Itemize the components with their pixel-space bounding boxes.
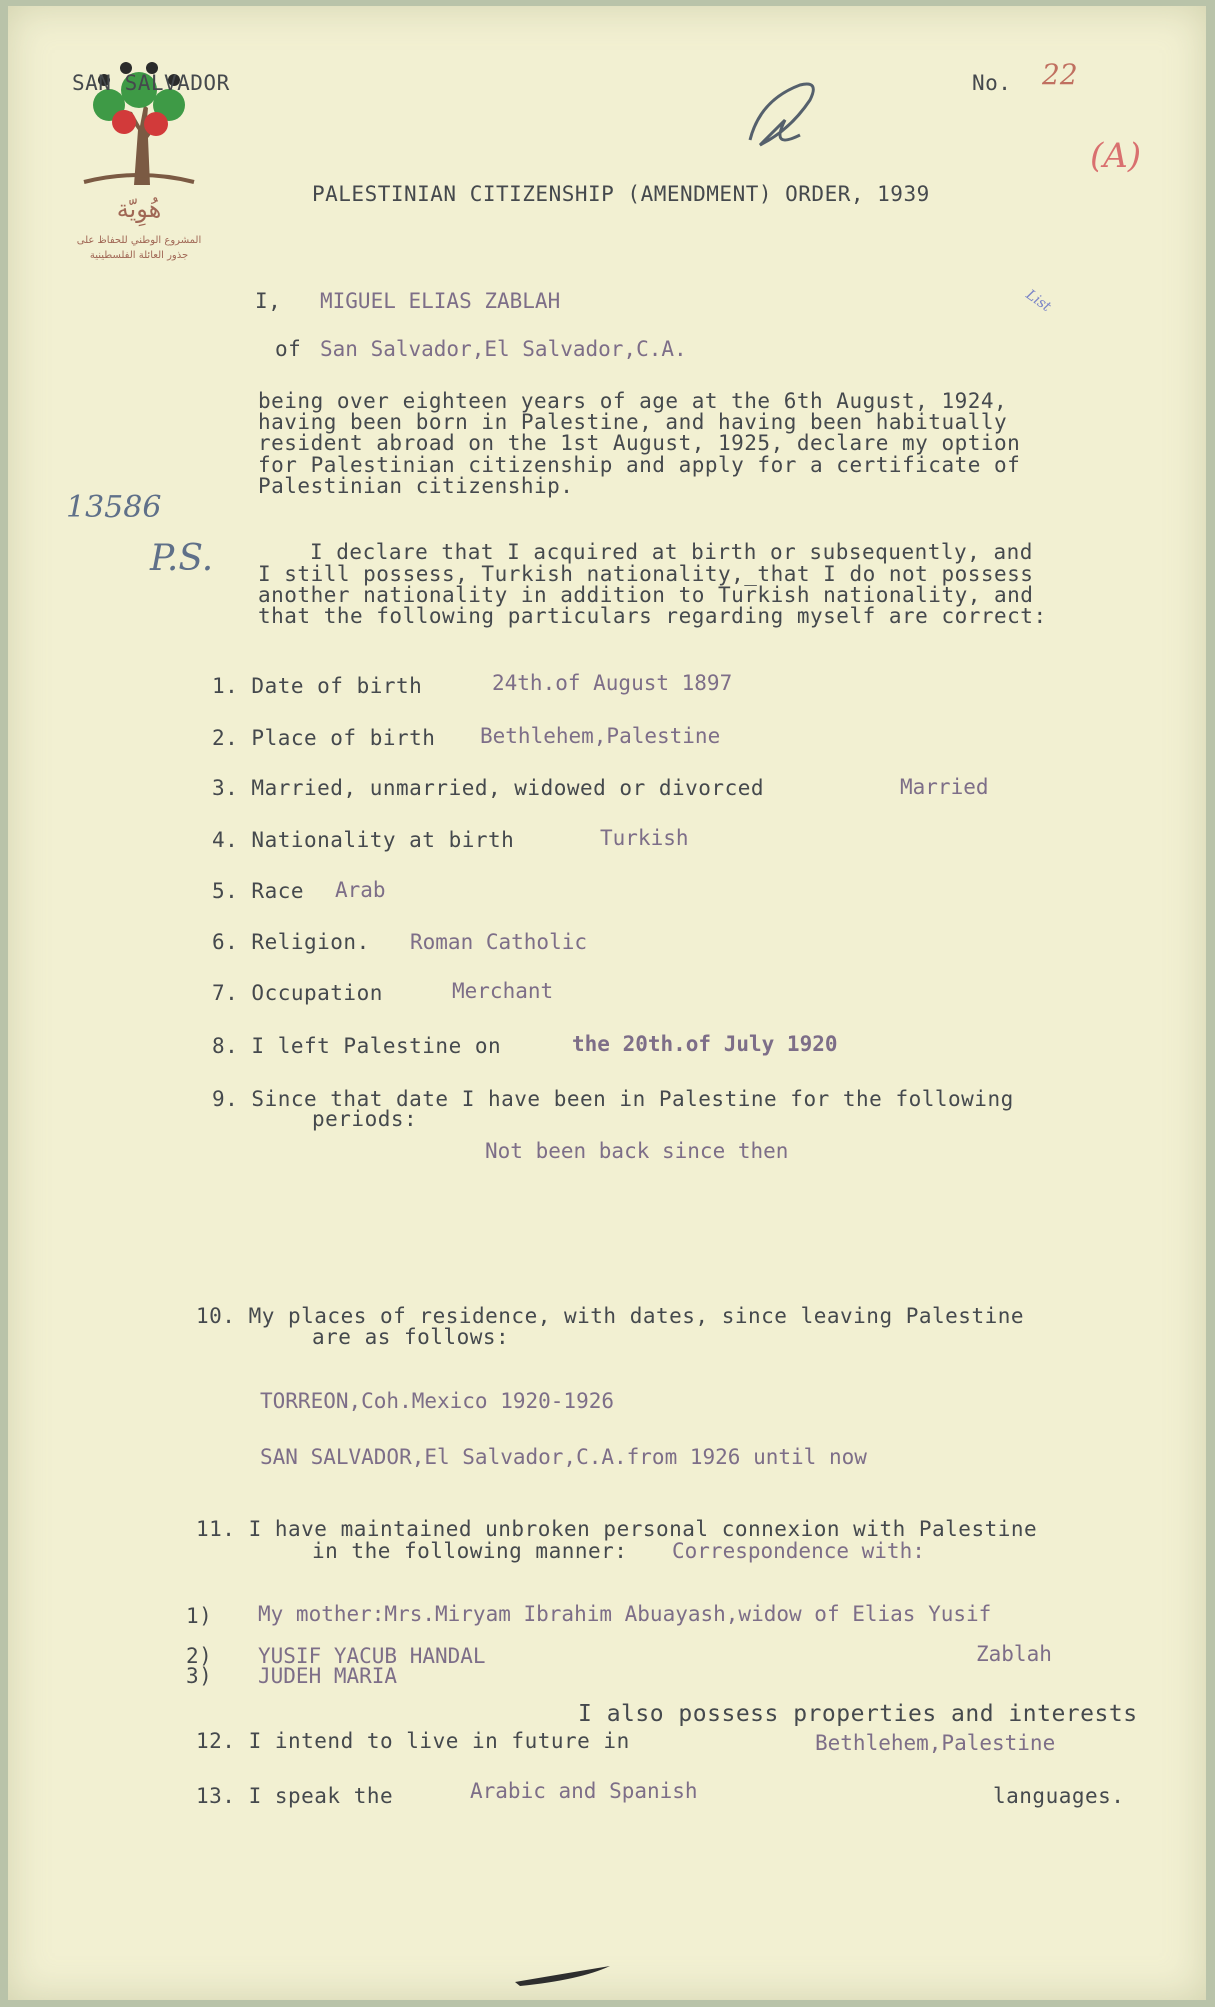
race-label: 5. Race bbox=[212, 879, 305, 903]
occupation: Merchant bbox=[452, 979, 554, 1003]
birth-date-label: 1. Date of birth bbox=[212, 674, 423, 698]
marital-label: 3. Married, unmarried, widowed or divorced bbox=[212, 776, 765, 800]
number-label: No. bbox=[972, 71, 1012, 95]
logo-line-1: المشروع الوطني للحفاظ على bbox=[76, 235, 202, 246]
contact-1-continued: Zablah bbox=[976, 1642, 1052, 1666]
periods-value: Not been back since then bbox=[485, 1139, 789, 1163]
nationality-label: 4. Nationality at birth bbox=[212, 828, 515, 852]
race: Arab bbox=[335, 878, 386, 902]
file-number: 13586 bbox=[66, 490, 162, 525]
marital-status: Married bbox=[900, 775, 989, 799]
speak-value: Arabic and Spanish bbox=[470, 1779, 698, 1803]
residence-1: TORREON,Coh.Mexico 1920-1926 bbox=[260, 1389, 615, 1413]
contact-1-number: 1) bbox=[186, 1604, 213, 1628]
number-value: 22 bbox=[1042, 58, 1078, 91]
place-header: SAN SALVADOR bbox=[72, 71, 230, 95]
left-palestine-label: 8. I left Palestine on bbox=[212, 1034, 502, 1058]
contact-3-number: 3) bbox=[186, 1664, 213, 1688]
residence-label-2: are as follows: bbox=[312, 1325, 510, 1349]
declaration-line-4: for Palestinian citizenship and apply for a certificate of bbox=[258, 453, 1021, 477]
birth-place: Bethlehem,Palestine bbox=[480, 724, 721, 748]
nationality: Turkish bbox=[600, 826, 689, 850]
residence-label-1: 10. My places of residence, with dates, since leaving Palestine bbox=[196, 1304, 1025, 1328]
periods-label-1: 9. Since that date I have been in Palestine for the following bbox=[212, 1087, 1014, 1111]
contact-2-number: 2) bbox=[186, 1644, 213, 1668]
left-palestine-date: the 20th.of July 1920 bbox=[572, 1032, 838, 1056]
connexion-label-1: 11. I have maintained unbroken personal connexion with Palestine bbox=[196, 1517, 1038, 1541]
document-title: PALESTINIAN CITIZENSHIP (AMENDMENT) ORDER, 1939 bbox=[312, 182, 930, 206]
birth-place-label: 2. Place of birth bbox=[212, 726, 436, 750]
declaration2-line-2: I still possess, Turkish nationality,_that I do not possess bbox=[258, 562, 1034, 586]
logo-name: هُوِيّة bbox=[116, 195, 162, 223]
applicant-address: San Salvador,El Salvador,C.A. bbox=[320, 337, 687, 361]
initials: P.S. bbox=[150, 538, 214, 579]
ink-smudge bbox=[510, 1960, 620, 1990]
declaration-line-1: being over eighteen years of age at the 6th August, 1924, bbox=[258, 389, 1008, 413]
corner-mark: (A) bbox=[1090, 136, 1142, 176]
logo-line-2: جذور العائلة الفلسطينية bbox=[89, 250, 189, 261]
declaration-line-2: having been born in Palestine, and having been habitually bbox=[258, 410, 1008, 434]
declaration2-line-3: another nationality in addition to Turkish nationality, and bbox=[258, 583, 1034, 607]
declaration-line-5: Palestinian citizenship. bbox=[258, 474, 574, 498]
declaration-line-3: resident abroad on the 1st August, 1925, declare my option bbox=[258, 431, 1021, 455]
intend-label: 12. I intend to live in future in bbox=[196, 1729, 630, 1753]
contact-2: YUSIF YACUB HANDAL bbox=[258, 1644, 486, 1668]
speak-suffix: languages. bbox=[993, 1784, 1125, 1808]
residence-2: SAN SALVADOR,El Salvador,C.A.from 1926 until now bbox=[260, 1445, 867, 1469]
religion-label: 6. Religion. bbox=[212, 930, 370, 954]
occupation-label: 7. Occupation bbox=[212, 981, 383, 1005]
applicant-name: MIGUEL ELIAS ZABLAH bbox=[320, 289, 561, 313]
speak-label: 13. I speak the bbox=[196, 1784, 394, 1808]
properties-note: I also possess properties and interests bbox=[578, 1701, 1138, 1727]
connexion-value: Correspondence with: bbox=[672, 1539, 925, 1563]
list-note: List bbox=[1022, 286, 1054, 316]
i-label: I, bbox=[255, 289, 282, 313]
declaration2-line-4: that the following particulars regarding myself are correct: bbox=[258, 604, 1047, 628]
contact-1: My mother:Mrs.Miryam Ibrahim Abuayash,widow of Elias Yusif bbox=[258, 1602, 992, 1626]
birth-date: 24th.of August 1897 bbox=[492, 671, 733, 695]
signature-mark bbox=[740, 70, 830, 160]
of-label: of bbox=[275, 337, 302, 361]
connexion-label-2: in the following manner: bbox=[312, 1539, 628, 1563]
periods-label-2: periods: bbox=[312, 1107, 418, 1131]
contact-3: JUDEH MARIA bbox=[258, 1664, 398, 1688]
religion: Roman Catholic bbox=[410, 930, 588, 954]
declaration2-line-1: I declare that I acquired at birth or subsequently, and bbox=[310, 540, 1033, 564]
intend-value: Bethlehem,Palestine bbox=[815, 1731, 1056, 1755]
